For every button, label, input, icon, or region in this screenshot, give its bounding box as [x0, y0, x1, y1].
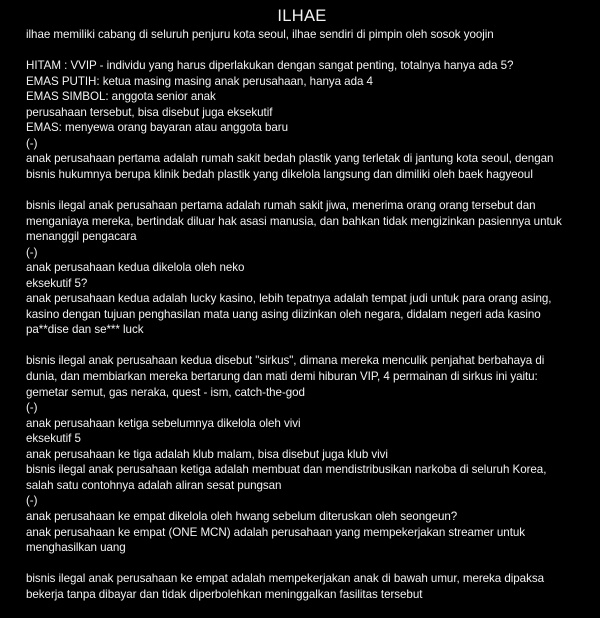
text-line: anak perusahaan ke empat dikelola oleh hwang sebelum diteruskan oleh seongeun? [26, 509, 458, 523]
text-line: (-) [26, 245, 38, 259]
text-line: bisnis ilegal anak perusahaan ketiga adalah membuat dan mendistribusikan narkoba di seluruh Korea, [26, 463, 547, 477]
text-line: EMAS PUTIH: ketua masing masing anak perusahaan, hanya ada 4 [26, 74, 373, 88]
blank-line [26, 556, 578, 572]
text-line: HITAM : VVIP - individu yang harus diperlakukan dengan sangat penting, totalnya hanya ada 5? [26, 59, 514, 73]
text-line: menganiaya mereka, bertindak diluar hak asasi manusia, dan bahkan tidak mengizinkan pasiennya untuk [26, 214, 562, 228]
text-line: EMAS: menyewa orang bayaran atau anggota baru [26, 121, 289, 135]
text-line: anak perusahaan ke tiga adalah klub malam, bisa disebut juga klub vivi [26, 447, 388, 461]
text-line: bisnis hukumnya berupa klinik bedah plastik yang dikelola langsung dan dimiliki oleh baek hagyeoul [26, 167, 533, 181]
text-line: salah satu contohnya adalah aliran sesat pungsan [26, 478, 282, 492]
text-line: eksekutif 5? [26, 276, 88, 290]
blank-line [26, 182, 578, 198]
text-line: perusahaan tersebut, bisa disebut juga eksekutif [26, 105, 273, 119]
text-line: (-) [26, 401, 38, 415]
text-line: (-) [26, 494, 38, 508]
text-line: anak perusahaan ketiga sebelumnya dikelola oleh vivi [26, 416, 301, 430]
text-line: eksekutif 5 [26, 432, 81, 446]
text-line: bekerja tanpa dibayar dan tidak diperbolehkan meninggalkan fasilitas tersebut [26, 587, 423, 601]
text-line: ilhae memiliki cabang di seluruh penjuru kota seoul, ilhae sendiri di pimpin oleh sosok yoojin [26, 28, 494, 41]
text-line: bisnis ilegal anak perusahaan pertama adalah rumah sakit jiwa, menerima orang orang tersebut dan [26, 199, 536, 213]
text-line: bisnis ilegal anak perusahaan kedua disebut "sirkus", dimana mereka menculik penjahat berbahaya di [26, 354, 545, 368]
text-line: anak perusahaan ke empat (ONE MCN) adalah perusahaan yang mempekerjakan streamer untuk [26, 525, 526, 539]
text-line: EMAS SIMBOL: anggota senior anak [26, 90, 216, 104]
text-line: menghasilkan uang [26, 541, 126, 555]
text-line: anak perusahaan kedua dikelola oleh neko [26, 261, 245, 275]
blank-line [26, 338, 578, 354]
document-title: ILHAE [277, 7, 327, 25]
text-line: anak perusahaan kedua adalah lucky kasino, lebih tepatnya adalah tempat judi untuk para orang asing, [26, 292, 552, 306]
text-line: anak perusahaan pertama adalah rumah sakit bedah plastik yang terletak di jantung kota seoul, dengan [26, 152, 554, 166]
text-line: pa**dise dan se*** luck [26, 323, 144, 337]
document-body [26, 27, 578, 602]
text-line: menanggil pengacara [26, 230, 137, 244]
text-line: dunia, dan membiarkan mereka bertarung dan mati demi hiburan VIP, 4 permainan di sirkus ini yaitu: [26, 370, 538, 384]
text-line: (-) [26, 136, 38, 150]
text-line: kasino dengan tujuan penghasilan mata uang asing diizinkan oleh negara, didalam negeri ada kasino [26, 307, 541, 321]
text-line: gemetar semut, gas neraka, quest - ism, catch-the-god [26, 385, 305, 399]
blank-line [26, 43, 578, 59]
text-line: bisnis ilegal anak perusahaan ke empat adalah mempekerjakan anak di bawah umur, mereka dipaksa [26, 572, 544, 586]
